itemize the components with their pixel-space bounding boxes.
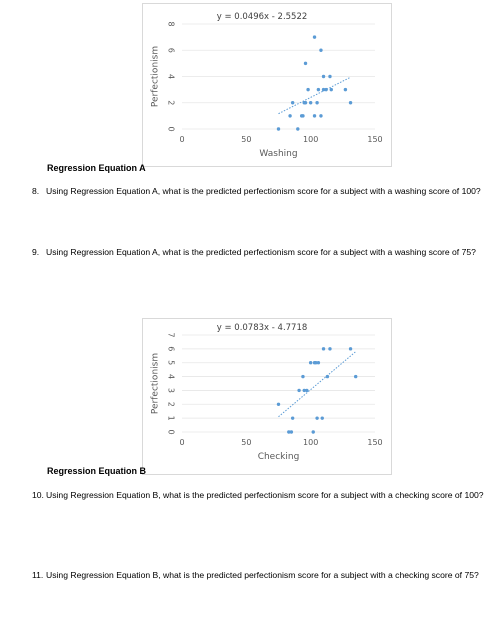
chart-a-data-point [291,101,294,104]
chart-a-x-tick-label: 0 [179,135,185,144]
chart-b-y-tick-label: 3 [166,387,176,393]
chart-b-x-tick-label: 0 [179,438,185,447]
chart-b-trendline [279,352,356,417]
question-10 [32,490,484,500]
question-9-text: Using Regression Equation A, what is the predicted perfectionism score for a subject with a washing score of 75? [46,247,476,257]
caption-b: Regression Equation B [47,466,147,476]
chart-a-equation-label: y = 0.0496x - 2.5522 [216,12,308,22]
chart-b-data-point [328,347,331,350]
chart-a-data-point [277,127,280,130]
chart-a-data-point [315,101,318,104]
chart-b-y-tick-label: 0 [166,429,176,435]
chart-b-data-point [297,389,300,392]
chart-b-data-point [321,416,324,419]
chart-a-data-point [304,101,307,104]
chart-b-y-tick-label: 1 [166,415,176,421]
chart-a-y-axis-label: Perfectionism [150,45,161,108]
chart-b-x-tick-label: 50 [241,438,252,447]
chart-b-data-point [322,347,325,350]
chart-a-y-tick-label: 2 [166,100,176,106]
chart-a-data-point [309,101,312,104]
chart-a-data-point [313,35,316,38]
chart-a-x-axis-label: Washing [259,149,298,159]
chart-b [142,318,392,475]
chart-b-data-point [312,430,315,433]
question-10-text: Using Regression Equation B, what is the predicted perfectionism score for a subject with a checking score of 100? [46,490,484,500]
question-9 [32,247,476,257]
question-11-text: Using Regression Equation B, what is the predicted perfectionism score for a subject with a checking score of 75? [46,570,479,580]
chart-b-svg [143,319,391,474]
chart-b-data-point [301,375,304,378]
question-9-number: 9. [32,247,40,257]
chart-b-x-tick-label: 150 [367,438,383,447]
chart-b-data-point [291,416,294,419]
chart-a-data-point [319,114,322,117]
chart-a-y-tick-label: 0 [166,126,176,132]
chart-a-x-tick-label: 150 [367,135,383,144]
chart-a-data-point [328,75,331,78]
chart-b-data-point [305,389,308,392]
chart-a-y-tick-label: 6 [166,47,176,53]
chart-b-data-point [315,416,318,419]
question-11-number: 11. [32,570,44,580]
chart-a-data-point [288,114,291,117]
chart-a-data-point [313,114,316,117]
chart-a-data-point [344,88,347,91]
chart-a-data-point [349,101,352,104]
chart-a-data-point [330,88,333,91]
chart-a-svg [143,4,391,166]
chart-b-x-tick-label: 100 [303,438,319,447]
question-8 [32,186,481,196]
chart-a-y-tick-label: 4 [166,73,176,80]
chart-b-data-point [317,361,320,364]
question-8-text: Using Regression Equation A, what is the predicted perfectionism score for a subject with a washing score of 100? [46,186,481,196]
chart-a-x-tick-label: 100 [303,135,319,144]
chart-b-y-axis-label: Perfectionism [150,352,161,415]
chart-a-trendline [279,77,351,113]
chart-b-y-tick-label: 4 [166,374,176,380]
chart-a-data-point [304,62,307,65]
chart-b-equation-label: y = 0.0783x - 4.7718 [216,323,308,333]
chart-b-data-point [354,375,357,378]
question-10-number: 10. [32,490,44,500]
chart-b-x-axis-label: Checking [257,452,300,462]
chart-a-data-point [296,127,299,130]
question-11 [32,570,479,580]
chart-b-y-tick-label: 6 [166,346,176,352]
chart-b-data-point [277,403,280,406]
chart-b-y-tick-label: 5 [166,360,176,366]
chart-a-data-point [319,49,322,52]
chart-b-data-point [290,430,293,433]
chart-a [142,3,392,167]
chart-a-data-point [301,114,304,117]
chart-b-y-tick-label: 2 [166,401,176,407]
chart-b-data-point [349,347,352,350]
caption-a: Regression Equation A [47,163,146,173]
chart-a-data-point [306,88,309,91]
chart-a-y-tick-label: 8 [166,21,176,27]
chart-a-x-tick-label: 50 [241,135,252,144]
chart-b-y-tick-label: 7 [166,332,176,338]
question-8-number: 8. [32,186,40,196]
chart-a-data-point [322,75,325,78]
chart-b-data-point [309,361,312,364]
chart-a-data-point [317,88,320,91]
